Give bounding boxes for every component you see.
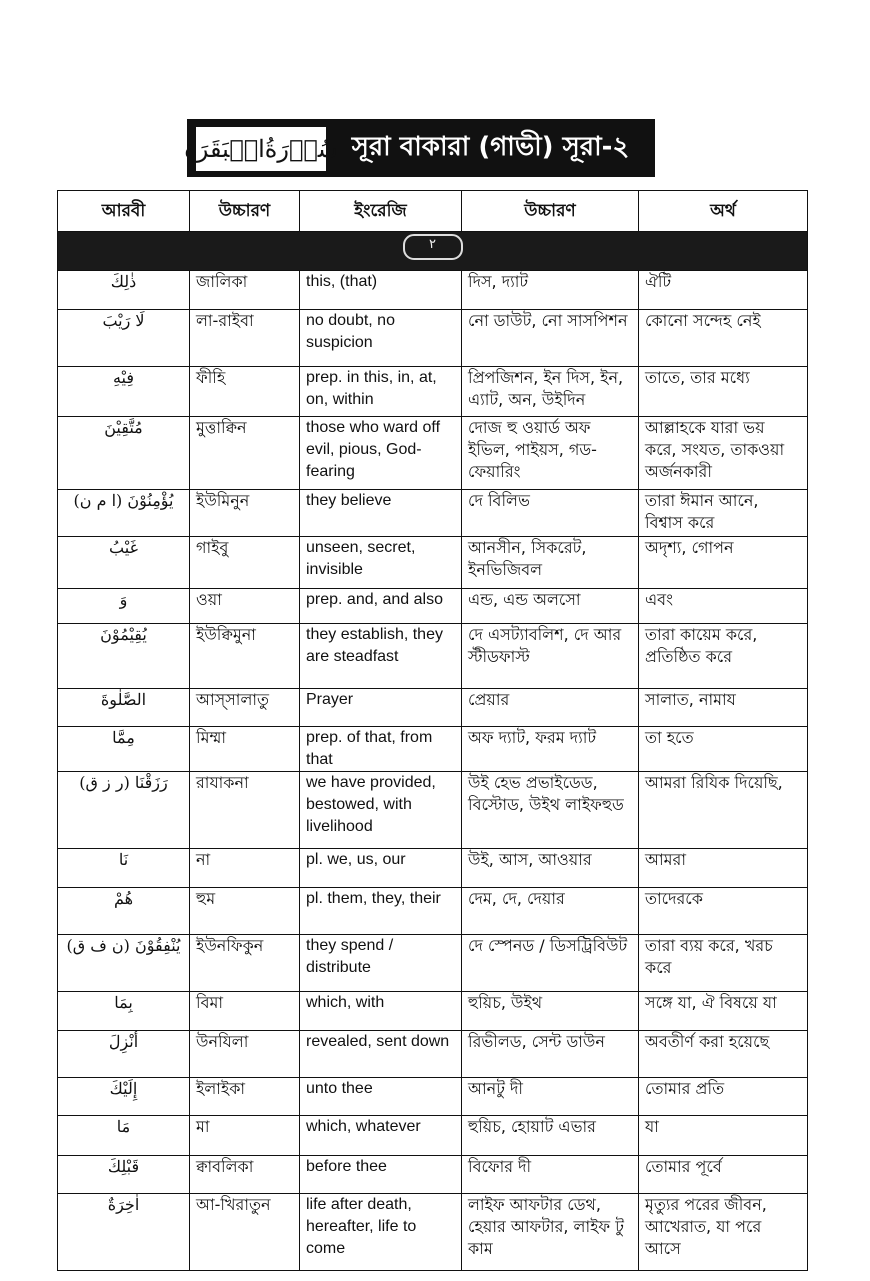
english-pronunciation-cell: উই, আস, আওয়ার — [462, 849, 639, 888]
table-row — [58, 1078, 808, 1116]
table-row — [58, 1156, 808, 1194]
arabic-word-cell: هُمْ — [58, 888, 190, 935]
english-pronunciation-cell: আনসীন, সিকরেট, ইনভিজিবল — [462, 537, 639, 589]
pronunciation-cell: ফীহি — [190, 367, 300, 417]
table-row — [58, 727, 808, 772]
english-pronunciation-cell: হুয়িচ, হোয়াট এভার — [462, 1116, 639, 1156]
table-row — [58, 1194, 808, 1271]
english-pronunciation-cell: উই হেভ প্রভাইডেড, বিস্টোড, উইথ লাইফহুড — [462, 772, 639, 849]
english-pronunciation-cell: আনটু দী — [462, 1078, 639, 1116]
table-row — [58, 417, 808, 490]
arabic-word-cell: يُؤْمِنُوْنَ (ا م ن) — [58, 490, 190, 537]
english-meaning-cell: prep. of that, from that — [300, 727, 462, 772]
pronunciation-cell: ইউনফিকুন — [190, 935, 300, 992]
pronunciation-cell: হুম — [190, 888, 300, 935]
arabic-word-cell: غَيْبُ — [58, 537, 190, 589]
pronunciation-cell: ক্বাবলিকা — [190, 1156, 300, 1194]
arabic-word-cell: فِيْهِ — [58, 367, 190, 417]
english-meaning-cell: they believe — [300, 490, 462, 537]
surah-title-bengali: সূরা বাকারা (গাভী) সূরা-২ — [351, 132, 630, 162]
arabic-word-cell: يُنْفِقُوْنَ (ن ف ق) — [58, 935, 190, 992]
verse-number-ornament: ٢ — [403, 234, 463, 260]
english-meaning-cell: those who ward off evil, pious, God-fearing — [300, 417, 462, 490]
pronunciation-cell: ইউক্বিমুনা — [190, 624, 300, 689]
verse-separator-band — [58, 232, 808, 271]
header-english-pronunciation: উচ্চারণ — [462, 191, 639, 232]
table-row — [58, 849, 808, 888]
english-meaning-cell: this, (that) — [300, 271, 462, 310]
english-meaning-cell: prep. and, and also — [300, 589, 462, 624]
english-pronunciation-cell: দোজ হু ওয়ার্ড অফ ইভিল, পাইয়স, গড-ফেয়ারিং — [462, 417, 639, 490]
english-meaning-cell: Prayer — [300, 689, 462, 727]
table-row — [58, 310, 808, 367]
table-row — [58, 589, 808, 624]
english-pronunciation-cell: এন্ড, এন্ড অলসো — [462, 589, 639, 624]
english-pronunciation-cell: রিভীলড, সেন্ট ডাউন — [462, 1031, 639, 1078]
english-meaning-cell: which, whatever — [300, 1116, 462, 1156]
bengali-meaning-cell: যা — [639, 1116, 808, 1156]
bengali-meaning-cell: অদৃশ্য, গোপন — [639, 537, 808, 589]
bengali-meaning-cell: তাদেরকে — [639, 888, 808, 935]
header-meaning: অর্থ — [639, 191, 808, 232]
bengali-meaning-cell: আমরা — [639, 849, 808, 888]
table-row — [58, 537, 808, 589]
english-pronunciation-cell: দে এসট্যাবলিশ, দে আর স্টীডফাস্ট — [462, 624, 639, 689]
table-row — [58, 367, 808, 417]
table-row — [58, 1116, 808, 1156]
english-pronunciation-cell: প্রিপজিশন, ইন দিস, ইন, এ্যাট, অন, উইদিন — [462, 367, 639, 417]
english-meaning-cell: no doubt, no suspicion — [300, 310, 462, 367]
table-row — [58, 689, 808, 727]
arabic-word-cell: إِلَيْكَ — [58, 1078, 190, 1116]
arabic-word-cell: اٰخِرَةٌ — [58, 1194, 190, 1271]
table-header-row — [58, 191, 808, 232]
table-row — [58, 992, 808, 1031]
english-pronunciation-cell: হুয়িচ, উইথ — [462, 992, 639, 1031]
english-pronunciation-cell: দেম, দে, দেয়ার — [462, 888, 639, 935]
english-meaning-cell: pl. them, they, their — [300, 888, 462, 935]
pronunciation-cell: ওয়া — [190, 589, 300, 624]
vocabulary-table — [57, 190, 808, 1271]
bengali-meaning-cell: মৃত্যুর পরের জীবন, আখেরাত, যা পরে আসে — [639, 1194, 808, 1271]
english-pronunciation-cell: বিফোর দী — [462, 1156, 639, 1194]
arabic-word-cell: رَزَقْنَا (ر ز ق) — [58, 772, 190, 849]
arabic-word-cell: مِمَّا — [58, 727, 190, 772]
english-meaning-cell: they spend / distribute — [300, 935, 462, 992]
pronunciation-cell: লা-রাইবা — [190, 310, 300, 367]
pronunciation-cell: আ-খিরাতুন — [190, 1194, 300, 1271]
bengali-meaning-cell: ঐটি — [639, 271, 808, 310]
pronunciation-cell: ইলাইকা — [190, 1078, 300, 1116]
table-row — [58, 888, 808, 935]
pronunciation-cell: আস্‌সালাতু — [190, 689, 300, 727]
english-meaning-cell: which, with — [300, 992, 462, 1031]
header-pronunciation: উচ্চারণ — [190, 191, 300, 232]
surah-title-arabic: سُوۡرَةُالۡبَقَرَة — [195, 126, 327, 172]
english-pronunciation-cell: প্রেয়ার — [462, 689, 639, 727]
bengali-meaning-cell: তারা ব্যয় করে, খরচ করে — [639, 935, 808, 992]
header-arabic: আরবী — [58, 191, 190, 232]
table-row — [58, 1031, 808, 1078]
bengali-meaning-cell: এবং — [639, 589, 808, 624]
table-row — [58, 490, 808, 537]
bengali-meaning-cell: আমরা রিযিক দিয়েছি, — [639, 772, 808, 849]
english-meaning-cell: we have provided, bestowed, with livelihood — [300, 772, 462, 849]
arabic-word-cell: وَ — [58, 589, 190, 624]
english-meaning-cell: pl. we, us, our — [300, 849, 462, 888]
english-meaning-cell: before thee — [300, 1156, 462, 1194]
bengali-meaning-cell: সঙ্গে যা, ঐ বিষয়ে যা — [639, 992, 808, 1031]
bengali-meaning-cell: তারা কায়েম করে, প্রতিষ্ঠিত করে — [639, 624, 808, 689]
english-meaning-cell: unto thee — [300, 1078, 462, 1116]
english-pronunciation-cell: নো ডাউট, নো সাসপিশন — [462, 310, 639, 367]
arabic-word-cell: بِمَا — [58, 992, 190, 1031]
pronunciation-cell: ইউমিনুন — [190, 490, 300, 537]
english-pronunciation-cell: দে বিলিভ — [462, 490, 639, 537]
table-row — [58, 624, 808, 689]
surah-title-banner — [184, 119, 655, 177]
arabic-word-cell: لَا رَيْبَ — [58, 310, 190, 367]
english-meaning-cell: unseen, secret, invisible — [300, 537, 462, 589]
arabic-word-cell: يُقِيْمُوْنَ — [58, 624, 190, 689]
table-row — [58, 772, 808, 849]
pronunciation-cell: মিম্মা — [190, 727, 300, 772]
pronunciation-cell: গাইবু — [190, 537, 300, 589]
pronunciation-cell: রাযাকনা — [190, 772, 300, 849]
english-pronunciation-cell: দিস, দ্যাট — [462, 271, 639, 310]
pronunciation-cell: মা — [190, 1116, 300, 1156]
english-meaning-cell: they establish, they are steadfast — [300, 624, 462, 689]
pronunciation-cell: না — [190, 849, 300, 888]
english-meaning-cell: revealed, sent down — [300, 1031, 462, 1078]
arabic-word-cell: نَا — [58, 849, 190, 888]
bengali-meaning-cell: তা হতে — [639, 727, 808, 772]
pronunciation-cell: বিমা — [190, 992, 300, 1031]
arabic-word-cell: ذٰلِكَ — [58, 271, 190, 310]
table-row — [58, 935, 808, 992]
bengali-meaning-cell: অবতীর্ণ করা হয়েছে — [639, 1031, 808, 1078]
bengali-meaning-cell: তোমার পূর্বে — [639, 1156, 808, 1194]
bengali-meaning-cell: তোমার প্রতি — [639, 1078, 808, 1116]
pronunciation-cell: জালিকা — [190, 271, 300, 310]
english-pronunciation-cell: অফ দ্যাট, ফরম দ্যাট — [462, 727, 639, 772]
bengali-meaning-cell: তারা ঈমান আনে, বিশ্বাস করে — [639, 490, 808, 537]
arabic-word-cell: قَبْلِكَ — [58, 1156, 190, 1194]
bengali-meaning-cell: কোনো সন্দেহ নেই — [639, 310, 808, 367]
arabic-word-cell: مَا — [58, 1116, 190, 1156]
bengali-meaning-cell: আল্লাহকে যারা ভয় করে, সংযত, তাকওয়া অর্জনকারী — [639, 417, 808, 490]
english-meaning-cell: prep. in this, in, at, on, within — [300, 367, 462, 417]
bengali-meaning-cell: সালাত, নামায — [639, 689, 808, 727]
table-row — [58, 271, 808, 310]
arabic-word-cell: الصَّلٰوةَ — [58, 689, 190, 727]
pronunciation-cell: উনযিলা — [190, 1031, 300, 1078]
arabic-word-cell: أُنْزِلَ — [58, 1031, 190, 1078]
english-meaning-cell: life after death, hereafter, life to come — [300, 1194, 462, 1271]
arabic-word-cell: مُتَّقِيْنَ — [58, 417, 190, 490]
english-pronunciation-cell: লাইফ আফটার ডেথ, হেয়ার আফটার, লাইফ টু কাম — [462, 1194, 639, 1271]
bengali-meaning-cell: তাতে, তার মধ্যে — [639, 367, 808, 417]
header-english: ইংরেজি — [300, 191, 462, 232]
english-pronunciation-cell: দে স্পেনড / ডিসট্রিবিউট — [462, 935, 639, 992]
pronunciation-cell: মুত্তাক্বিন — [190, 417, 300, 490]
